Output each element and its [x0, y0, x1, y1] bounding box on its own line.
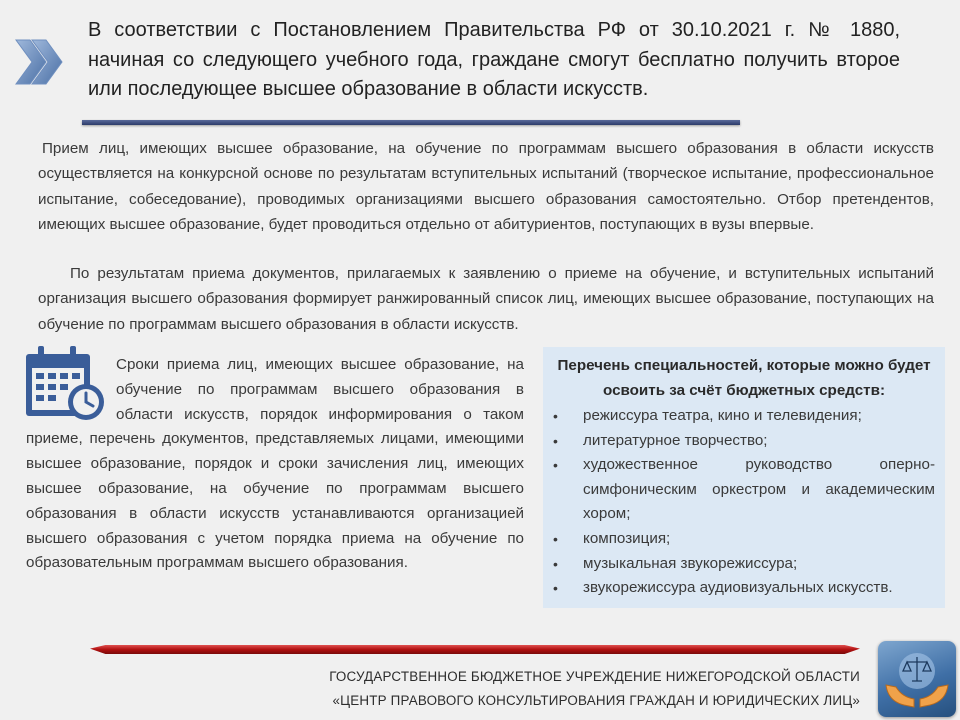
footer-divider — [90, 645, 860, 654]
specialties-box — [543, 347, 945, 608]
specialty-item: • режиссура театра, кино и телевидения; — [553, 404, 935, 429]
bullet-icon: • — [553, 530, 558, 547]
double-chevron-right-icon — [12, 38, 64, 86]
bullet-icon: • — [553, 432, 558, 449]
bullet-icon: • — [553, 457, 558, 474]
specialties-list — [553, 404, 935, 601]
specialty-item: • звукорежиссура аудиовизуальных искусств. — [553, 576, 935, 601]
bullet-icon: • — [553, 580, 558, 597]
scales-in-hands-logo — [878, 641, 956, 717]
specialties-title: Перечень специальностей, которые можно будет освоить за счёт бюджетных средств: — [557, 357, 931, 399]
specialty-item: • художественное руководство оперно-симфоническим оркестром и академическим хором; — [553, 453, 935, 527]
admission-terms-text — [26, 353, 524, 576]
bullet-icon: • — [553, 408, 558, 424]
specialty-item: • литературное творчество; — [553, 429, 935, 454]
specialty-item: • композиция; — [553, 527, 935, 552]
admission-paragraph: Прием лиц, имеющих высшее образование, на обучение по программам высшего образования в области искусств осуществляется на конкурсной основе по результатам вступительных испытаний (творческое испытание, профессиональное испытание, собеседование), проводимых организациями высшего образования самостоятельно. Отбор претендентов, имеющих высшее образование, будет проводиться отдельно от абитуриентов, поступающих в вузы впервые. — [38, 140, 934, 234]
header-divider — [82, 120, 740, 125]
organization-line-2: «ЦЕНТР ПРАВОВОГО КОНСУЛЬТИРОВАНИЯ ГРАЖДАН И ЮРИДИЧЕСКИХ ЛИЦ» — [332, 693, 860, 708]
ranking-paragraph: По результатам приема документов, прилагаемых к заявлению о приеме на обучение, и вступительных испытаний организация высшего образования формирует ранжированный список лиц, имеющих высшее образование, поступающих на обучение по программам высшего образования в области искусств. — [38, 265, 934, 333]
header-statement: В соответствии с Постановлением Правительства РФ от 30.10.2021 г. № 1880, начиная со следующего учебного года, граждане смогут бесплатно получить второе или последующее высшее образование в области искусств. — [88, 19, 900, 100]
organization-name — [300, 665, 860, 713]
logo-graphic — [878, 641, 956, 717]
bullet-icon: • — [553, 555, 558, 572]
organization-line-1: ГОСУДАРСТВЕННОЕ БЮДЖЕТНОЕ УЧРЕЖДЕНИЕ НИЖЕГОРОДСКОЙ ОБЛАСТИ — [329, 669, 860, 684]
admission-terms-body: Сроки приема лиц, имеющих высшее образование, на обучение по программам высшего образования в области искусств, порядок информирования о таком приеме, перечень документов, представляемых лицами, имеющими высшее образование, порядок и сроки зачисления лиц, имеющих высшее образование, на обучение по программам высшего образования в области искусств устанавливаются организацией высшего образования с учетом порядка приема на обучение по образовательным программам высшего образования. — [26, 356, 524, 572]
specialty-item: • музыкальная звукорежиссура; — [553, 552, 935, 577]
